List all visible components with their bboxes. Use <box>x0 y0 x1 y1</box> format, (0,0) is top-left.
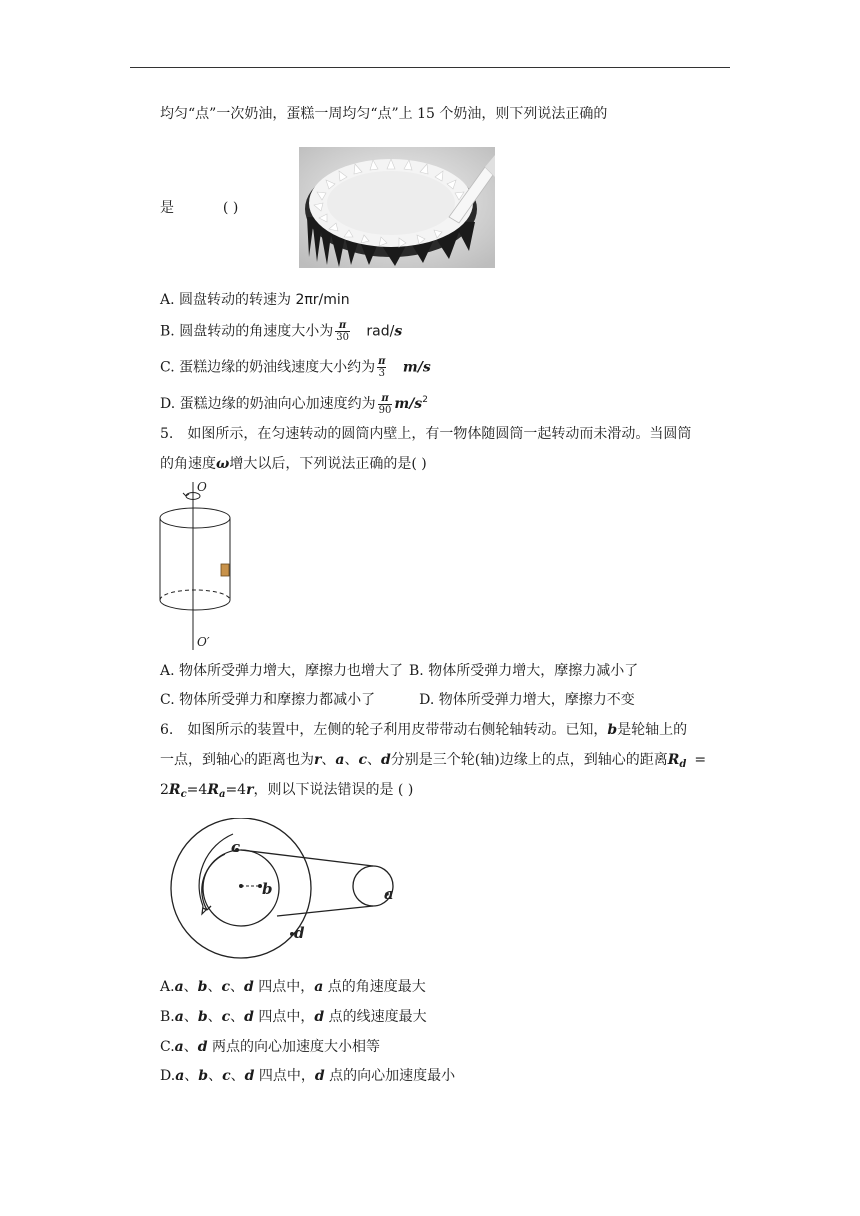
q4-stem-word: 是 <box>160 200 174 216</box>
cake-photo <box>299 147 495 268</box>
q6-sep: 、 <box>207 1009 222 1025</box>
q6-var-c: c <box>221 979 230 995</box>
q4-option-b-unit-s: s <box>394 323 403 340</box>
axis-label-bottom: O′ <box>197 635 210 649</box>
q6-var-c: c <box>221 1009 231 1025</box>
label-b: b <box>262 880 273 898</box>
header-rule <box>130 67 730 68</box>
q6-sep: 、 <box>184 1068 199 1084</box>
q6-stem-line2 <box>160 750 706 775</box>
q4-option-b-unit: rad/ <box>366 323 395 340</box>
q6-stem-text2b: 分别是三个轮(轴)边缘上的点，到轴心的距离 <box>390 752 668 768</box>
q6-opt-c-tail: 两点的向心加速度大小相等 <box>212 1039 380 1055</box>
q4-option-c-prefix: C. 蛋糕边缘的奶油线速度大小约为 <box>160 359 376 376</box>
q6-var-r: r <box>314 752 322 768</box>
q5-omega: ω <box>216 456 230 472</box>
pulley-diagram <box>165 818 405 968</box>
q6-sub-d: d <box>679 759 687 770</box>
q6-eq: = <box>225 782 238 798</box>
block <box>221 564 229 576</box>
q6-var-d: d <box>244 1009 254 1025</box>
q6-option-c <box>160 1037 380 1057</box>
q6-option-a <box>160 977 426 997</box>
q6-sep: 、 <box>207 979 222 995</box>
q6-var-r: r <box>246 782 254 798</box>
label-d: d <box>294 924 305 942</box>
q4-option-b <box>160 320 402 343</box>
q4-option-d <box>160 390 428 416</box>
q5-option-b: B. 物体所受弹力增大，摩擦力减小了 <box>409 663 639 679</box>
q4-option-d-unit: m/s <box>394 396 423 412</box>
q6-var-a: a <box>174 1009 184 1025</box>
q4-option-a-value: 2πr/min <box>295 292 350 308</box>
q6-opt-d-label: D. <box>160 1068 176 1084</box>
q4-option-c-unit: m/s <box>402 359 431 376</box>
q6-opt-c-label: C. <box>160 1039 175 1055</box>
q6-var-R: R <box>168 782 181 798</box>
q6-opt-tail: 四点中， <box>258 1009 315 1025</box>
q6-sep: 、 <box>229 979 244 995</box>
q6-eq: = <box>186 782 199 798</box>
q6-var-d: d <box>381 752 391 768</box>
q4-option-d-fraction: $\frac{\pi}{90}$ <box>378 392 392 416</box>
q5-option-c: C. 物体所受弹力和摩擦力都减小了 <box>160 692 376 708</box>
q6-stem-text1a: 如图所示的装置中，左侧的轮子利用皮带带动右侧轮轴转动。已知， <box>187 722 608 738</box>
q6-var-d: d <box>244 1068 255 1084</box>
q6-stem-text1b: 是轮轴上的 <box>617 722 688 738</box>
q4-stem-line1: 均匀“点”一次奶油，蛋糕一周均匀“点”上 15 个奶油，则下列说法正确的 <box>160 106 608 122</box>
q6-sep: 、 <box>344 752 359 768</box>
q6-var-d: d <box>243 979 254 995</box>
q4-option-c-fraction: $\frac{\pi}{3}$ <box>378 356 386 379</box>
q6-stem-text2a: 一点，到轴心的距离也为 <box>160 752 314 768</box>
q6-sep: 、 <box>230 1009 245 1025</box>
q6-opt-b-label: B. <box>160 1009 175 1025</box>
q5-stem-line2 <box>160 454 427 474</box>
q4-stem-line2 <box>160 198 238 218</box>
q6-var-a: a <box>174 979 184 995</box>
q6-opt-tail: 四点中， <box>258 979 315 995</box>
q4-option-a-prefix: A. 圆盘转动的转速为 <box>160 292 296 308</box>
q6-var-b: b <box>198 1068 209 1084</box>
q6-var-c: c <box>358 752 367 768</box>
q4-option-b-fraction: $\frac{\pi}{30}$ <box>336 320 349 343</box>
q5-option-d: D. 物体所受弹力增大，摩擦力不变 <box>419 692 635 708</box>
q6-var-a: a <box>175 1068 185 1084</box>
q5-options-row2 <box>160 690 635 710</box>
q5-options-row1 <box>160 661 638 681</box>
q4-option-d-prefix: D. 蛋糕边缘的奶油向心加速度约为 <box>160 396 376 412</box>
q4-option-a <box>160 290 350 310</box>
q6-sep: 、 <box>321 752 336 768</box>
q6-coef-2: 2 <box>160 782 169 798</box>
q6-opt-b-end: 点的线速度最大 <box>328 1009 427 1025</box>
q6-option-d <box>160 1066 455 1086</box>
q5-number: 5. <box>160 426 174 442</box>
q6-var-a: a <box>335 752 345 768</box>
q6-var-R: R <box>667 752 680 768</box>
q6-eq: = <box>694 752 707 768</box>
q4-option-d-exponent: 2 <box>422 395 428 405</box>
q6-sep: 、 <box>183 1039 198 1055</box>
q6-number: 6. <box>160 722 174 738</box>
q6-sep: 、 <box>367 752 381 768</box>
q5-stem-text2b: 增大以后，下列说法正确的是( ) <box>229 456 427 472</box>
q6-sep: 、 <box>230 1068 245 1084</box>
q6-sub-c: c <box>180 789 187 800</box>
q6-var-a: a <box>174 1039 184 1055</box>
q6-var-b: b <box>607 722 618 738</box>
q6-stem-tail: ，则以下说法错误的是 ( ) <box>253 782 414 798</box>
q6-var-R: R <box>207 782 219 798</box>
q4-answer-paren: ( ) <box>222 200 239 216</box>
q6-option-b <box>160 1007 427 1027</box>
q6-coef-4: 4 <box>237 782 247 798</box>
q5-stem-line1 <box>160 424 691 444</box>
q6-opt-d-end: 点的向心加速度最小 <box>329 1068 456 1084</box>
axis-label-top: O <box>197 480 207 494</box>
q4-option-b-prefix: B. 圆盘转动的角速度大小为 <box>160 323 334 340</box>
q5-option-a: A. 物体所受弹力增大，摩擦力也增大了 <box>160 663 404 679</box>
q6-stem-line3 <box>160 780 413 805</box>
q6-var-b: b <box>197 1009 208 1025</box>
q6-sep: 、 <box>208 1068 223 1084</box>
label-a: a <box>384 885 394 903</box>
q6-var-a: a <box>314 979 324 995</box>
cylinder-diagram <box>150 478 250 654</box>
q5-stem-text2a: 的角速度 <box>160 456 216 472</box>
q6-sub-a: a <box>218 789 226 800</box>
q6-opt-tail: 四点中， <box>258 1068 315 1084</box>
q6-opt-a-end: 点的角速度最大 <box>327 979 426 995</box>
q6-sep: 、 <box>183 979 198 995</box>
q6-coef-4: 4 <box>198 782 208 798</box>
q6-stem-line1 <box>160 720 687 740</box>
q5-stem-text1: 如图所示，在匀速转动的圆筒内壁上，有一物体随圆筒一起转动而未滑动。当圆筒 <box>187 426 692 442</box>
label-c: c <box>231 838 241 856</box>
q6-sep: 、 <box>183 1009 198 1025</box>
q6-var-b: b <box>197 979 208 995</box>
q6-var-d: d <box>197 1039 208 1055</box>
q6-var-d: d <box>314 1009 325 1025</box>
q6-opt-a-label: A. <box>160 979 175 995</box>
q6-var-d: d <box>314 1068 325 1084</box>
q6-var-c: c <box>222 1068 231 1084</box>
q4-option-c <box>160 356 431 379</box>
